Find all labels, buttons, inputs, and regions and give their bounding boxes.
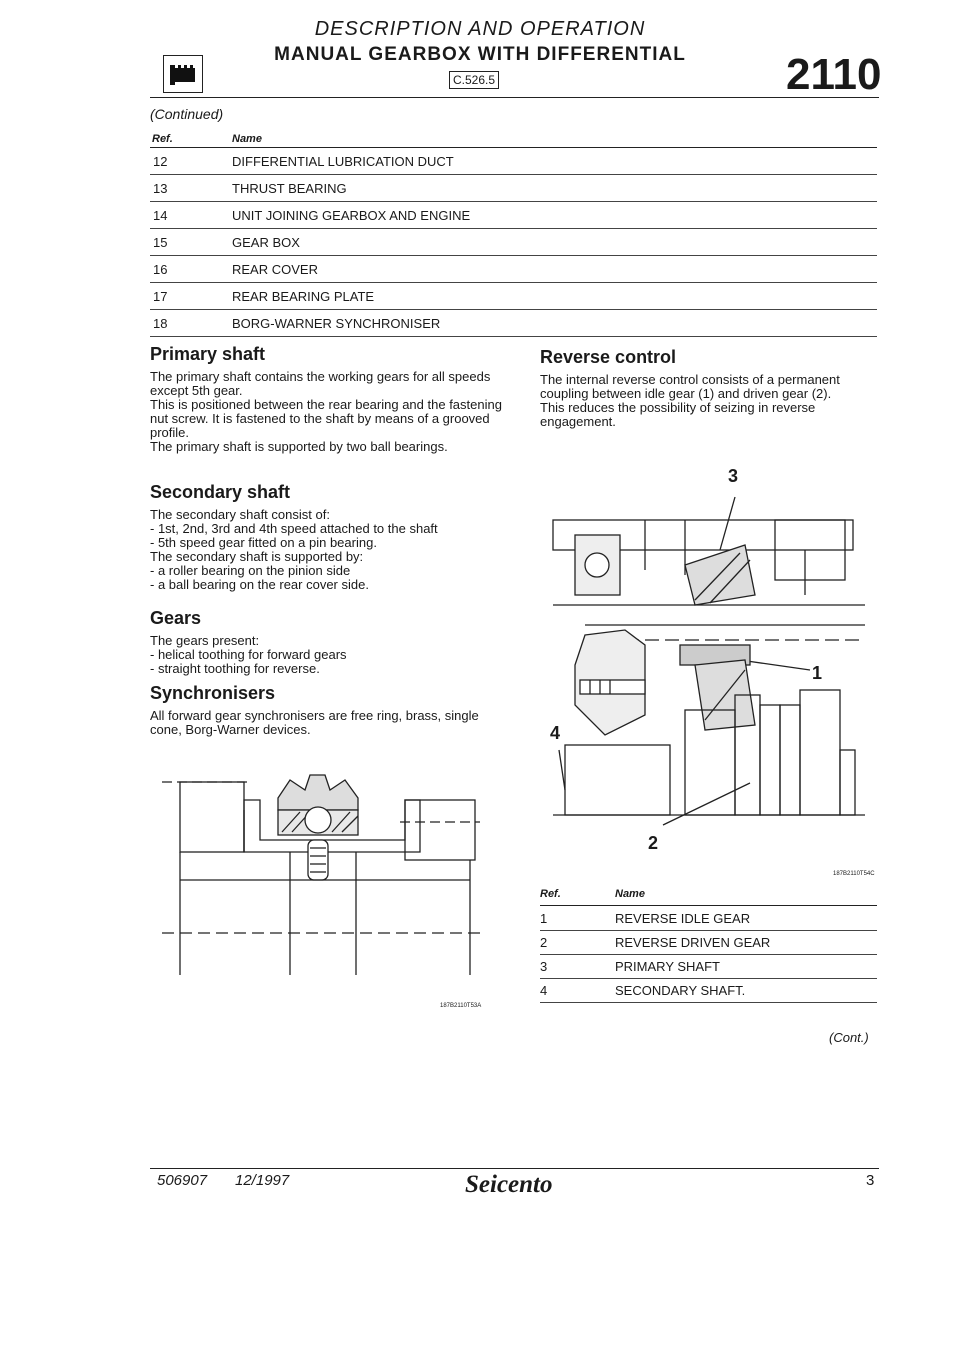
synchronisers-heading: Synchronisers bbox=[150, 683, 276, 703]
secondary-shaft-heading: Secondary shaft bbox=[150, 482, 291, 502]
callout-2: 2 bbox=[648, 833, 659, 853]
header-title: MANUAL GEARBOX WITH DIFFERENTIAL bbox=[274, 44, 686, 65]
table-row: 17 REAR BEARING PLATE bbox=[150, 282, 877, 310]
callout-1: 1 bbox=[812, 663, 823, 683]
reverse-figure-code: 187B2110T54C bbox=[833, 871, 875, 877]
table-row: 15 GEAR BOX bbox=[150, 228, 877, 256]
section-number: 2110 bbox=[786, 50, 882, 99]
table-row: 1 REVERSE IDLE GEAR bbox=[540, 906, 877, 931]
continued-label: (Continued) bbox=[150, 106, 224, 122]
footer-rule bbox=[150, 1168, 879, 1169]
primary-shaft-text: The primary shaft contains the working gears for all speeds except 5th gear. This is positioned between the rear bearing and the fastening nut screw. It is fastened to the shaft by means of a grooved profile. The primary shaft is supported by two ball bearings. bbox=[150, 369, 502, 454]
footer-brand: Seicento bbox=[465, 1171, 553, 1198]
table-row: 14 UNIT JOINING GEARBOX AND ENGINE bbox=[150, 201, 877, 229]
footer-date: 12/1997 bbox=[235, 1172, 290, 1189]
table-row: 4 SECONDARY SHAFT. bbox=[540, 978, 877, 1003]
reverse-table-header-ref: Ref. bbox=[540, 888, 561, 900]
cont-label: (Cont.) bbox=[829, 1030, 869, 1045]
table-row: 12 DIFFERENTIAL LUBRICATION DUCT bbox=[150, 147, 877, 175]
reverse-control-heading: Reverse control bbox=[540, 347, 677, 367]
reverse-control-diagram bbox=[545, 465, 870, 855]
table-row: 2 REVERSE DRIVEN GEAR bbox=[540, 930, 877, 955]
sync-figure-code: 187B2110T53A bbox=[440, 1003, 482, 1009]
table-row: 3 PRIMARY SHAFT bbox=[540, 954, 877, 979]
synchronisers-text: All forward gear synchronisers are free ring, brass, single cone, Borg-Warner devices. bbox=[150, 708, 479, 737]
table-row: 13 THRUST BEARING bbox=[150, 174, 877, 202]
footer-page-number: 3 bbox=[866, 1172, 875, 1189]
header-subtitle: DESCRIPTION AND OPERATION bbox=[314, 18, 646, 40]
table-row: 16 REAR COVER bbox=[150, 255, 877, 283]
header-code: C.526.5 bbox=[449, 71, 499, 89]
table-header-name: Name bbox=[232, 133, 262, 145]
footer-doc-number: 506907 bbox=[157, 1172, 208, 1189]
header-rule bbox=[150, 97, 879, 98]
callout-4: 4 bbox=[550, 723, 561, 743]
synchroniser-diagram bbox=[160, 770, 490, 975]
reverse-table-header-name: Name bbox=[615, 888, 645, 900]
reverse-control-text: The internal reverse control consists of a permanent coupling between idle gear (1) and driven gear (2). This reduces the possibility of seizing in reverse engagement. bbox=[540, 372, 840, 429]
table-header-ref: Ref. bbox=[152, 133, 173, 145]
callout-3: 3 bbox=[728, 466, 739, 486]
table-row: 18 BORG-WARNER SYNCHRONISER bbox=[150, 309, 877, 337]
gears-text: The gears present: - helical toothing for forward gears - straight toothing for reverse. bbox=[150, 633, 347, 676]
gears-heading: Gears bbox=[150, 608, 202, 628]
secondary-shaft-text: The secondary shaft consist of: - 1st, 2nd, 3rd and 4th speed attached to the shaft - 5th speed gear fitted on a pin bearing. The secondary shaft is supported by: - a roller bearing on the pinion side - a ball bearing on the rear cover side. bbox=[150, 507, 438, 592]
primary-shaft-heading: Primary shaft bbox=[150, 344, 266, 364]
